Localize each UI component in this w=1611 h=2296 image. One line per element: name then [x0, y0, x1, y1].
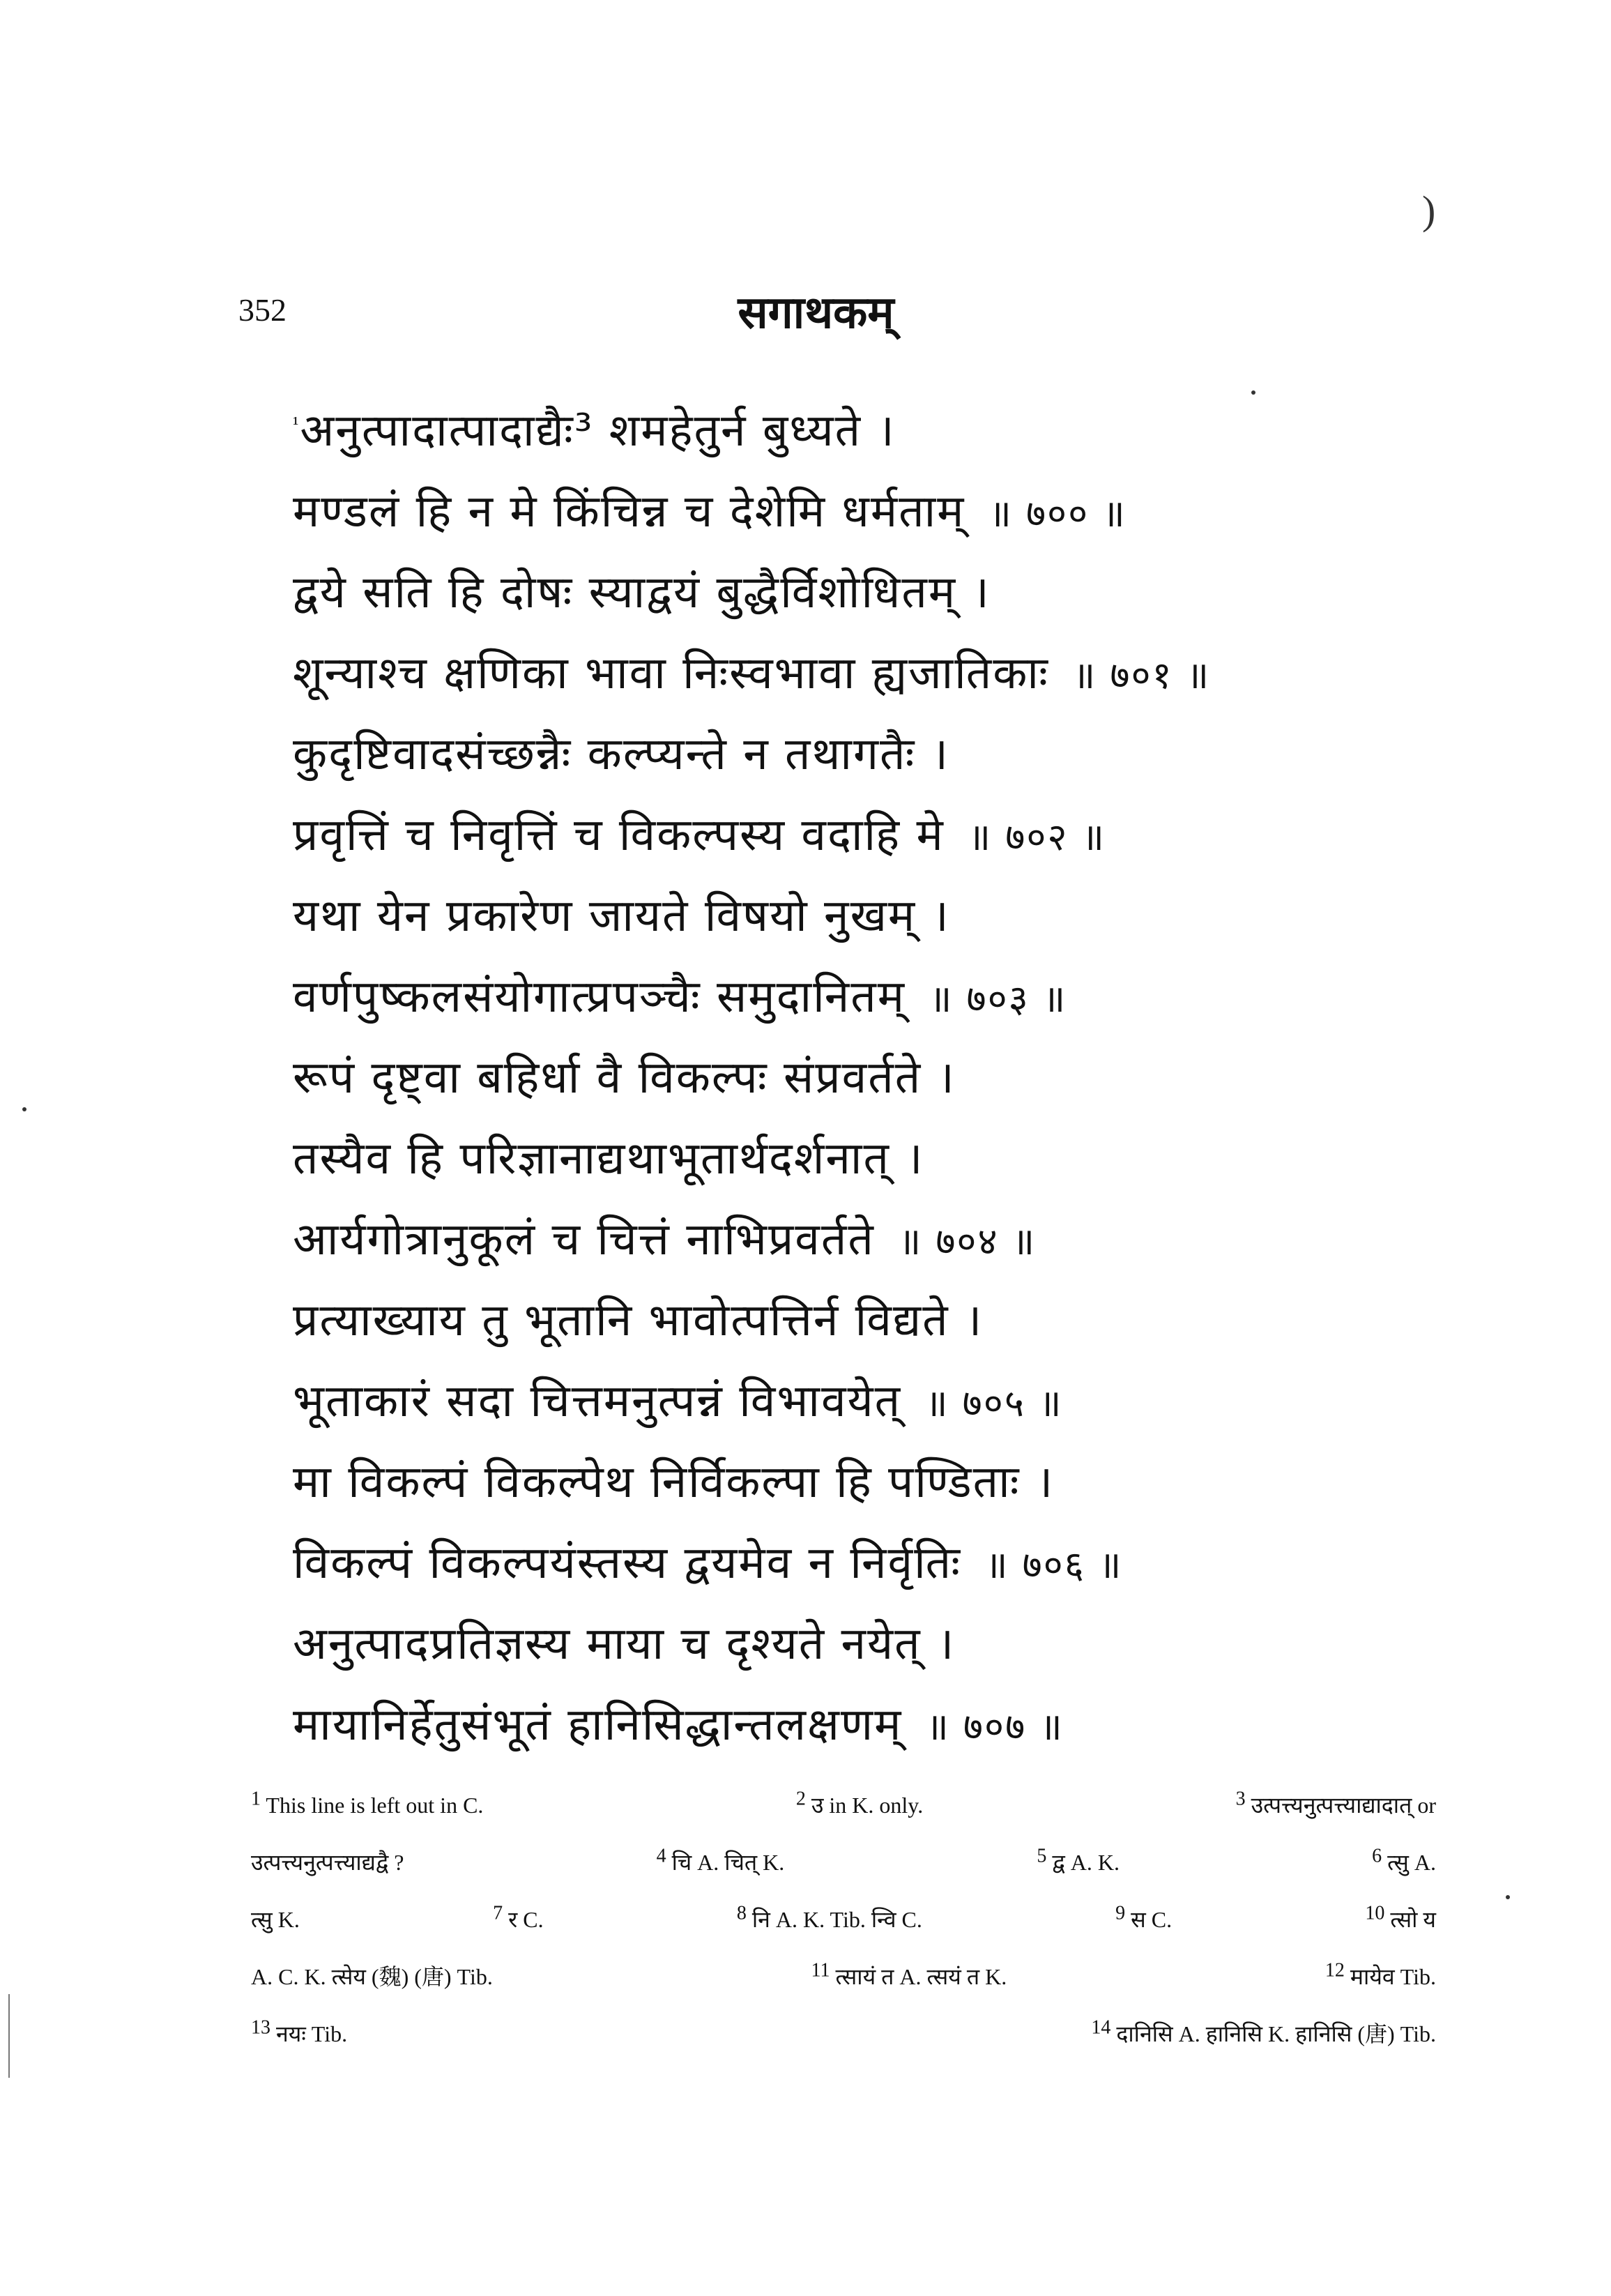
footnote-line	[251, 1777, 1436, 1834]
footnote-text: चि A. चित् K.	[671, 1850, 785, 1875]
verse-text: अनुत्पादप्रतिज्ञस्य माया च दृश्यते नयेत् ।	[293, 1618, 956, 1670]
footnote-text: त्सो य	[1390, 1907, 1436, 1932]
footnote-text: नयः Tib.	[276, 2021, 348, 2046]
footnote-number: 12	[1324, 1959, 1345, 1982]
verse-number: ॥ ७०४ ॥	[898, 1219, 1037, 1263]
verse-text: द्वये सति हि दोषः स्याद्वयं बुद्धैर्विशोधितम् ।	[293, 567, 991, 618]
footnote-text: This line is left out in C.	[266, 1793, 484, 1818]
running-title: सगाथकम्	[738, 287, 894, 339]
footnote-text: A. C. K. त्सेय (魏) (唐) Tib.	[251, 1964, 493, 1989]
footnote	[811, 1948, 1007, 2005]
footnote	[796, 1777, 923, 1834]
footnote	[737, 1891, 922, 1948]
verse-number: ॥ ७०७ ॥	[926, 1705, 1064, 1749]
footnote-text: मायेव Tib.	[1350, 1964, 1436, 1989]
footnote	[251, 1777, 483, 1834]
verse-line	[293, 471, 1436, 552]
verse-line	[293, 1604, 1436, 1685]
footnote-number: 13	[251, 2016, 270, 2039]
verse-line	[293, 876, 1436, 957]
footnote-text: त्सायं त A. त्सयं त K.	[835, 1964, 1007, 1989]
verse-number: ॥ ७०२ ॥	[968, 815, 1106, 859]
verse-line	[293, 633, 1436, 714]
verse-line	[293, 957, 1436, 1037]
verse-line	[293, 1442, 1436, 1523]
verse-text: मा विकल्पं विकल्पेथ निर्विकल्पा हि पण्डिताः ।	[293, 1457, 1055, 1508]
verse-line	[293, 1037, 1436, 1118]
verse-line	[293, 795, 1436, 876]
verse-text: भूताकारं सदा चित्तमनुत्पन्नं विभावयेत्	[293, 1376, 902, 1427]
footnote-number: 5	[1037, 1845, 1047, 1867]
footnote-text: त्सु A.	[1387, 1850, 1436, 1875]
verse-text: प्रत्याख्याय तु भूतानि भावोत्पत्तिर्न विद्यते ।	[293, 1295, 984, 1346]
footnote	[1037, 1834, 1120, 1891]
verse-line	[293, 552, 1436, 633]
verse-number: ॥ ७०१ ॥	[1072, 653, 1211, 697]
footnote	[251, 1948, 493, 2005]
verse-line	[293, 1280, 1436, 1361]
verse-line	[293, 1118, 1436, 1199]
footnote	[251, 1891, 300, 1948]
footnote-line	[251, 2005, 1436, 2062]
footnote-text: उत्पत्त्यनुत्पत्त्याद्यादात् or	[1251, 1793, 1436, 1818]
verse-number: ॥ ७०५ ॥	[925, 1381, 1063, 1425]
verse-text: विकल्पं विकल्पयंस्तस्य द्वयमेव न निर्वृतिः	[293, 1537, 962, 1589]
verse-text: अनुत्पादात्पादाद्यैः³ शमहेतुर्न बुध्यते ।	[300, 405, 896, 457]
footnote-number: 7	[493, 1902, 503, 1924]
footnote-marker: ¹	[293, 413, 300, 435]
verse-line	[293, 390, 1436, 471]
verse-text: रूपं दृष्ट्वा बहिर्धा वै विकल्पः संप्रवर्तते ।	[293, 1052, 956, 1104]
footnote-text: उ in K. only.	[811, 1793, 924, 1818]
verse-text: कुदृष्टिवादसंच्छन्नैः कल्प्यन्ते न तथागतैः ।	[293, 729, 950, 780]
footnote-number: 4	[656, 1845, 666, 1867]
footnote-number: 9	[1115, 1902, 1126, 1924]
footnote	[1372, 1834, 1436, 1891]
footnote	[1091, 2005, 1436, 2062]
footnote	[251, 2005, 347, 2062]
footnote-number: 3	[1235, 1788, 1246, 1810]
verse-text: मण्डलं हि न मे किंचिन्न च देशेमि धर्मताम्	[293, 486, 965, 538]
footnote-text: त्सु K.	[251, 1907, 300, 1932]
edge-mark: )	[1422, 188, 1436, 233]
footnote	[251, 1834, 404, 1891]
verse-text: आर्यगोत्रानुकूलं च चित्तं नाभिप्रवर्तते	[293, 1214, 875, 1265]
footnote-number: 8	[736, 1902, 747, 1924]
footnote-text: नि A. K. Tib. न्वि C.	[751, 1907, 922, 1932]
verse-text: मायानिर्हेतुसंभूतं हानिसिद्धान्तलक्षणम्	[293, 1699, 903, 1751]
print-speck	[1251, 390, 1255, 395]
page-number: 352	[238, 292, 287, 328]
print-speck	[22, 1107, 26, 1111]
footnote-text: उत्पत्त्यनुत्पत्त्याद्यद्वै ?	[251, 1850, 404, 1875]
verse-number: ॥ ७०३ ॥	[929, 977, 1067, 1021]
footnote-line	[251, 1891, 1436, 1948]
footnote-line	[251, 1948, 1436, 2005]
verse-text: यथा येन प्रकारेण जायते विषयो नुखम् ।	[293, 890, 950, 942]
verse-line	[293, 1361, 1436, 1442]
footnote-number: 14	[1091, 2016, 1111, 2039]
footnote	[1325, 1948, 1436, 2005]
verse-text: तस्यैव हि परिज्ञानाद्यथाभूतार्थदर्शनात् ।	[293, 1133, 924, 1185]
verse-text: प्रवृत्तिं च निवृत्तिं च विकल्पस्य वदाहि मे	[293, 809, 945, 861]
margin-rule	[8, 1994, 10, 2078]
footnote-number: 2	[795, 1788, 806, 1810]
footnote	[1236, 1777, 1436, 1834]
footnote-text: द्व A. K.	[1052, 1850, 1120, 1875]
footnotes	[251, 1777, 1436, 2062]
footnote-line	[251, 1834, 1436, 1891]
footnote-number: 11	[811, 1959, 830, 1982]
verse-text: शून्याश्च क्षणिका भावा निःस्वभावा ह्यजातिकाः	[293, 648, 1049, 699]
footnote-number: 10	[1365, 1902, 1385, 1924]
verse-line	[293, 1685, 1436, 1765]
verse-line	[293, 1523, 1436, 1604]
footnote	[1115, 1891, 1172, 1948]
verse-number: ॥ ७०० ॥	[988, 492, 1127, 535]
footnote-text: दानिसि A. हानिसि K. हानिसि (唐) Tib.	[1116, 2021, 1436, 2046]
footnote	[1365, 1891, 1436, 1948]
verse-number: ॥ ७०६ ॥	[985, 1543, 1123, 1587]
footnote-number: 1	[251, 1788, 261, 1810]
verse-line	[293, 714, 1436, 795]
verse-line	[293, 1199, 1436, 1280]
print-speck	[1506, 1895, 1510, 1899]
verse-text: वर्णपुष्कलसंयोगात्प्रपञ्चैः समुदानितम्	[293, 971, 906, 1023]
footnote	[657, 1834, 785, 1891]
footnote-text: स C.	[1131, 1907, 1173, 1932]
footnote-text: र C.	[508, 1907, 544, 1932]
verse-block	[293, 390, 1436, 1765]
footnote	[493, 1891, 543, 1948]
footnote-number: 6	[1372, 1845, 1382, 1867]
